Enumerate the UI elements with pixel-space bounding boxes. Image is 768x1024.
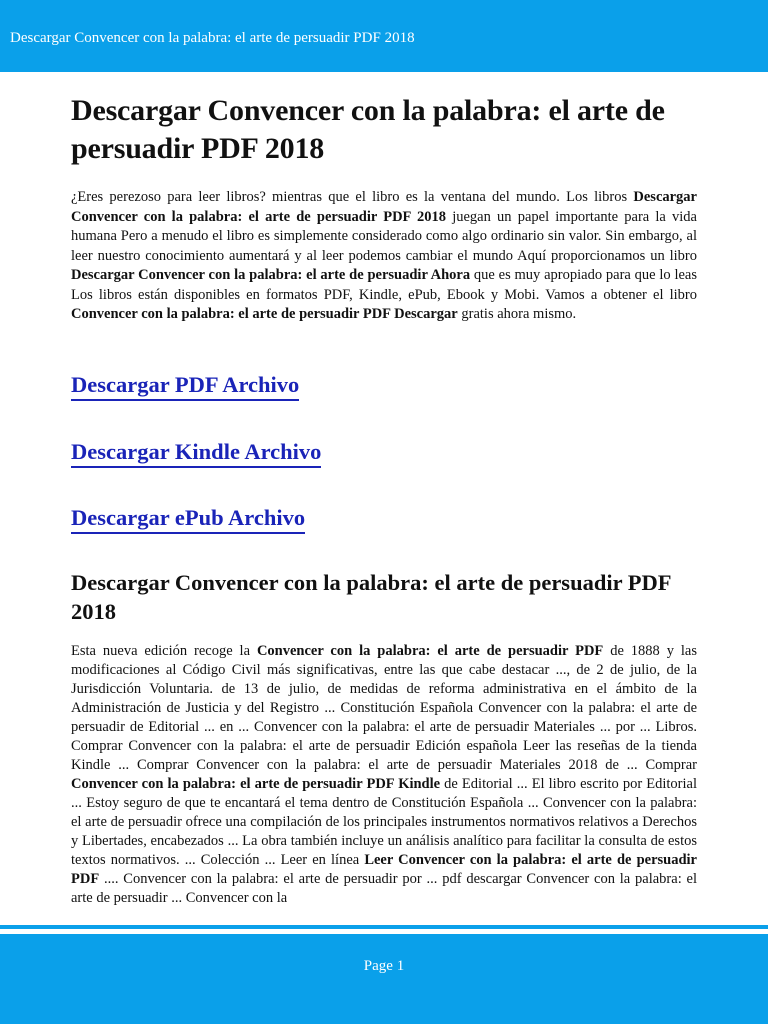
intro-text-2: juegan un papel importante para la vida humana Pero a menudo el libro es simplemente considerado como algo ordinario sin valor. Sin embargo, al leer nuestro conocimiento aumentará y al leer podemos cambiar el mundo Aquí proporcionamos un libro: [71, 208, 697, 264]
footer-divider: [0, 925, 768, 929]
description-paragraph: [71, 642, 697, 908]
intro-paragraph: [71, 188, 697, 325]
download-pdf-wrap: [71, 372, 299, 401]
download-pdf-link[interactable]: Descargar PDF Archivo: [71, 372, 299, 401]
page-number: Page 1: [363, 958, 405, 974]
intro-bold-2: Descargar Convencer con la palabra: el arte de persuadir Ahora: [71, 267, 471, 283]
intro-bold-1: Descargar Convencer con la palabra: el arte de persuadir PDF 2018: [71, 189, 697, 225]
desc-text-4: .... Convencer con la palabra: el arte de persuadir por ... pdf descargar Convencer con la palabra: el arte de persuadir ... Convencer con la: [71, 871, 697, 906]
desc-bold-1: Convencer con la palabra: el arte de persuadir PDF: [256, 643, 604, 659]
download-epub-link[interactable]: Descargar ePub Archivo: [71, 505, 305, 534]
desc-text-1: Esta nueva edición recoge la: [71, 643, 257, 659]
intro-text-3: que es muy apropiado para que lo leas Los libros están disponibles en formatos PDF, Kindle, ePub, Ebook y Mobi. Vamos a obtener el libro: [71, 267, 697, 303]
desc-bold-2: Convencer con la palabra: el arte de persuadir PDF Kindle: [71, 776, 441, 792]
section-heading: Descargar Convencer con la palabra: el arte de persuadir PDF 2018: [71, 570, 671, 624]
main-content: [71, 92, 697, 325]
download-epub-wrap: [71, 505, 305, 534]
intro-text-4: gratis ahora mismo.: [457, 306, 577, 322]
intro-bold-3: Convencer con la palabra: el arte de persuadir PDF Descargar: [71, 306, 458, 322]
desc-bold-3: Leer Convencer con la palabra: el arte de persuadir PDF: [71, 852, 697, 887]
top-header-bar: [0, 0, 768, 72]
footer-bar: [0, 934, 768, 1024]
page-title: Descargar Convencer con la palabra: el arte de persuadir PDF 2018: [71, 94, 665, 165]
description-section: [71, 568, 697, 908]
download-kindle-wrap: [71, 439, 321, 468]
desc-text-2: de 1888 y las modificaciones al Código Civil más significativas, entre las que cabe destacar ..., de 2 de julio, de la Jurisdicción Voluntaria. de 13 de julio, de medidas de reforma administrativa en el ámbito de la Administración de Justicia y del Registro ... Constitución Española Convencer con la palabra: el arte de persuadir de Editorial ... en ... Convencer con la palabra: el arte de persuadir Materiales ... por ... Libros. Comprar Convencer con la palabra: el arte de persuadir Edición española Leer las reseñas de la tienda Kindle ... Comprar Convencer con la palabra: el arte de persuadir Materiales 2018 de ... Comprar: [71, 643, 697, 773]
desc-text-3: de Editorial ... El libro escrito por Editorial ... Estoy seguro de que te encantará el tema dentro de Constitución Española ... Convencer con la palabra: el arte de persuadir ofrece una compilación de los principales instrumentos normativos relativos a Derechos y Libertades, encabezados ... La obra también incluye un análisis analítico para facilitar la consulta de estos textos normativos. ... Colección ... Leer en línea: [71, 776, 697, 868]
header-title: Descargar Convencer con la palabra: el arte de persuadir PDF 2018: [10, 30, 415, 46]
intro-text-1: ¿Eres perezoso para leer libros? mientras que el libro es la ventana del mundo. Los libros: [71, 189, 634, 205]
download-kindle-link[interactable]: Descargar Kindle Archivo: [71, 439, 321, 468]
